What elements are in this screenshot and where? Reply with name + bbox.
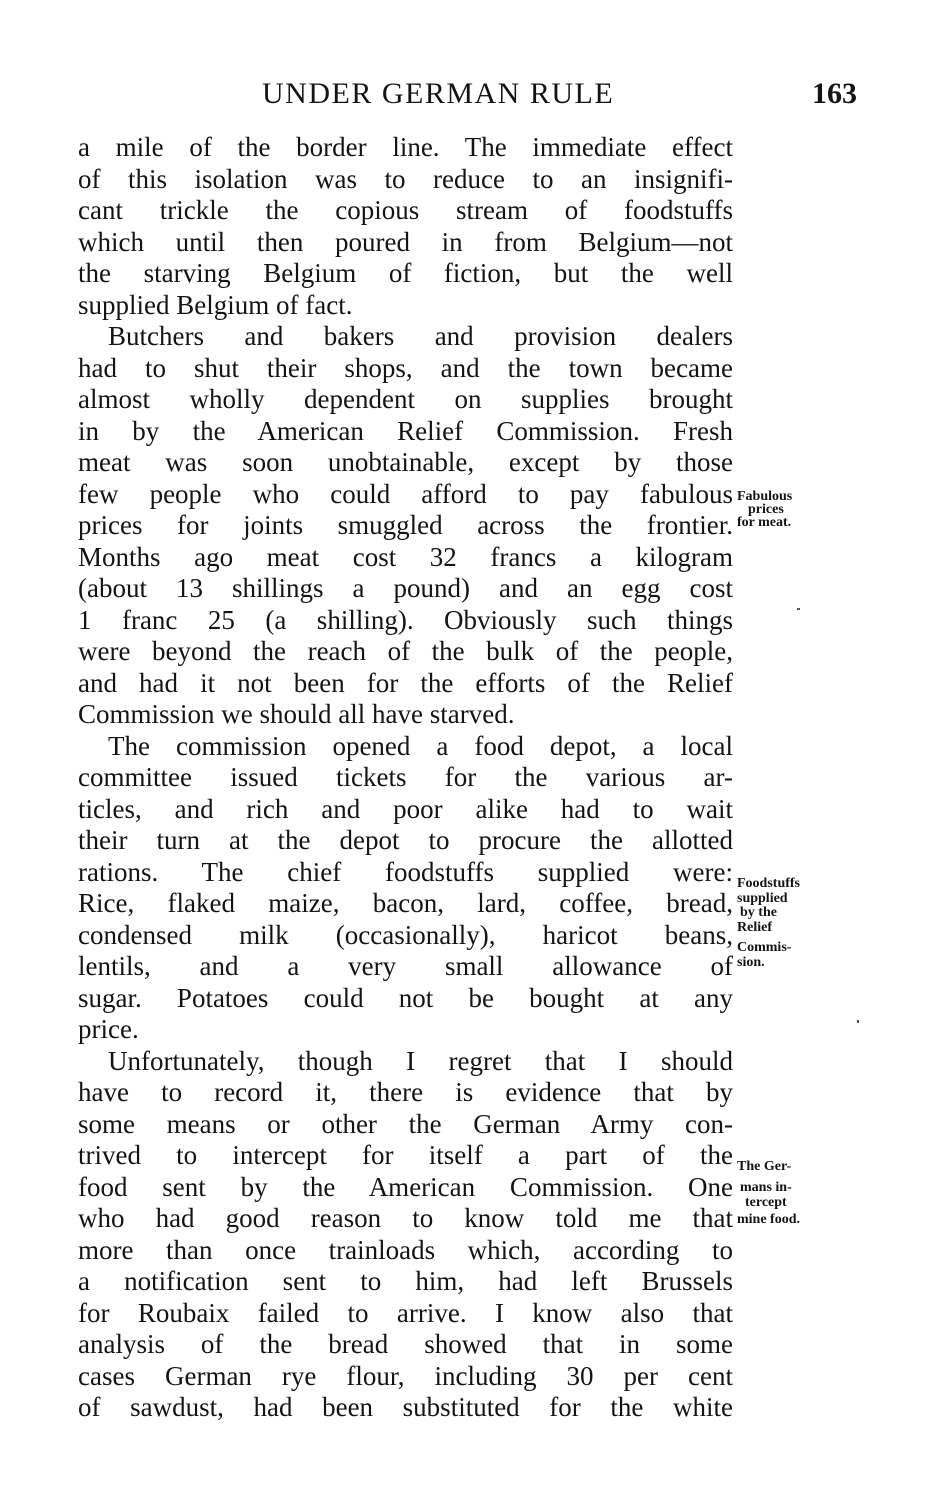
text-line: price. [78, 1014, 139, 1044]
scan-speck [857, 1020, 859, 1023]
text-line: sugar. Potatoes could not be bought at any [78, 983, 733, 1013]
text-line: Rice, flaked maize, bacon, lard, coffee, bread, [78, 888, 733, 918]
margin-note-line: by the [740, 905, 777, 920]
text-line: rations. The chief foodstuffs supplied were: [78, 857, 733, 887]
running-title: UNDER GERMAN RULE [262, 77, 615, 110]
text-line: and had it not been for the efforts of the Relief [78, 668, 733, 698]
text-line: Unfortunately, though I regret that I should [108, 1046, 733, 1076]
text-line: for Roubaix failed to arrive. I know also that [78, 1298, 733, 1328]
text-line: lentils, and a very small allowance of [78, 951, 733, 981]
margin-note-line: supplied [737, 891, 788, 906]
text-line: their turn at the depot to procure the allotted [78, 825, 733, 855]
text-line: ticles, and rich and poor alike had to wait [78, 794, 733, 824]
text-line: analysis of the bread showed that in some [78, 1329, 733, 1359]
margin-note-line: Fabulous [737, 489, 793, 504]
text-line: food sent by the American Commission. One [78, 1172, 733, 1202]
text-line: had to shut their shops, and the town became [78, 353, 733, 383]
margin-note-line: mine food. [737, 1212, 800, 1227]
text-line: condensed milk (occasionally), haricot beans, [78, 920, 733, 950]
text-line: The commission opened a food depot, a local [108, 731, 733, 761]
page-number: 163 [812, 77, 857, 110]
text-line: have to record it, there is evidence that by [78, 1077, 733, 1107]
text-line: more than once trainloads which, according to [78, 1235, 733, 1265]
text-line: trived to intercept for itself a part of the [78, 1140, 733, 1170]
text-line: cant trickle the copious stream of foodstuffs [78, 195, 733, 225]
text-line: some means or other the German Army con- [78, 1109, 733, 1139]
margin-note-line: mans in- [740, 1180, 792, 1195]
text-line: the starving Belgium of fiction, but the well [78, 258, 733, 288]
margin-note-line: Commis- [737, 940, 792, 955]
text-line: which until then poured in from Belgium—not [78, 227, 733, 257]
margin-note-line: The Ger- [737, 1159, 792, 1174]
text-line: who had good reason to know told me that [78, 1203, 733, 1233]
text-line: almost wholly dependent on supplies brought [78, 384, 733, 414]
text-line: cases German rye flour, including 30 per cent [78, 1361, 733, 1391]
margin-note-line: prices [748, 502, 784, 517]
text-line: in by the American Relief Commission. Fresh [78, 416, 733, 446]
text-line: of sawdust, had been substituted for the white [78, 1392, 733, 1422]
margin-note-line: Foodstuffs [737, 876, 801, 891]
scan-speck [797, 608, 800, 610]
text-line: a notification sent to him, had left Brussels [78, 1266, 733, 1296]
text-line: 1 franc 25 (a shilling). Obviously such things [78, 605, 733, 635]
margin-note-line: for meat. [737, 515, 792, 530]
text-line: Months ago meat cost 32 francs a kilogram [78, 542, 733, 572]
text-line: meat was soon unobtainable, except by those [78, 447, 733, 477]
text-line: Commission we should all have starved. [78, 699, 515, 729]
text-line: Butchers and bakers and provision dealers [108, 321, 733, 351]
text-line: a mile of the border line. The immediate effect [78, 132, 733, 162]
text-line: of this isolation was to reduce to an insignifi- [78, 164, 733, 194]
margin-note-line: sion. [737, 955, 765, 970]
text-line: were beyond the reach of the bulk of the people, [78, 636, 733, 666]
text-line: supplied Belgium of fact. [78, 290, 353, 320]
text-line: few people who could afford to pay fabulous [78, 479, 733, 509]
margin-note-line: tercept [745, 1195, 787, 1210]
text-line: committee issued tickets for the various ar- [78, 762, 733, 792]
text-line: prices for joints smuggled across the frontier. [78, 510, 733, 540]
text-line: (about 13 shillings a pound) and an egg cost [78, 573, 733, 603]
margin-note-line: Relief [737, 920, 772, 935]
